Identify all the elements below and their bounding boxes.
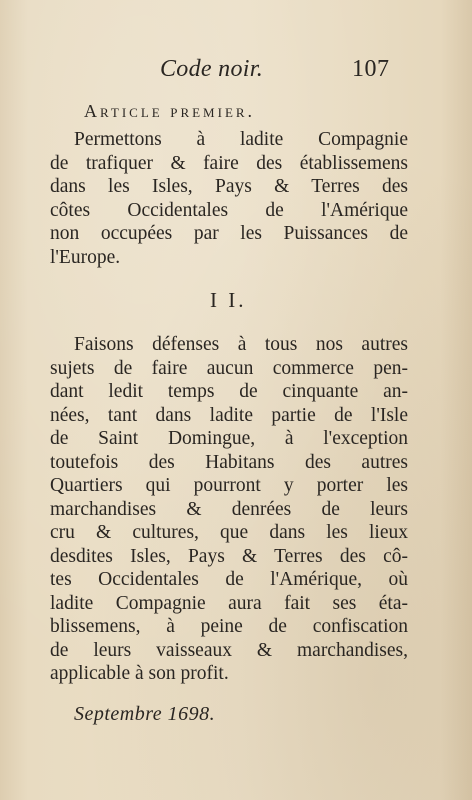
article-premier-paragraph (50, 128, 408, 269)
article-heading: Article premier. (84, 101, 256, 121)
text-line: de trafiquer & faire des établissemens (50, 152, 408, 174)
text-line: nées, tant dans ladite partie de l'Isle (50, 404, 408, 426)
text-line: dans les Isles, Pays & Terres des (50, 176, 408, 197)
text-line: de Saint Domingue, à l'exception (50, 428, 408, 449)
page-number: 107 (352, 56, 390, 82)
text-line: tes Occidentales de l'Amérique, où (50, 569, 408, 590)
text-line: non occupées par les Puissances de (50, 223, 408, 244)
text-line: cru & cultures, que dans les lieux (50, 522, 408, 543)
text-line: ladite Compagnie aura fait ses éta- (50, 592, 408, 614)
text-line: marchandises & denrées de leurs (50, 498, 408, 520)
text-line: Faisons défenses à tous nos autres (74, 334, 408, 355)
text-line: dant ledit temps de cinquante an- (50, 381, 408, 402)
text-line: applicable à son profit. (50, 663, 229, 684)
text-line: de leurs vaisseaux & marchandises, (50, 639, 408, 661)
text-line: Permettons à ladite Compagnie (74, 129, 408, 150)
text-line: sujets de faire aucun commerce pen- (50, 357, 408, 379)
text-line: Quartiers qui pourront y porter les (50, 475, 408, 496)
article-two-paragraph (50, 333, 408, 686)
text-line: côtes Occidentales de l'Amérique (50, 199, 408, 221)
date-line: Septembre 1698. (74, 703, 216, 725)
text-line: desdites Isles, Pays & Terres des cô- (50, 545, 408, 567)
text-line: toutefois des Habitans des autres (50, 451, 408, 473)
section-number: I I. (210, 288, 247, 312)
text-line: l'Europe. (50, 246, 121, 268)
running-header-title: Code noir. (160, 56, 264, 82)
text-line: blissemens, à peine de confiscation (50, 616, 408, 637)
